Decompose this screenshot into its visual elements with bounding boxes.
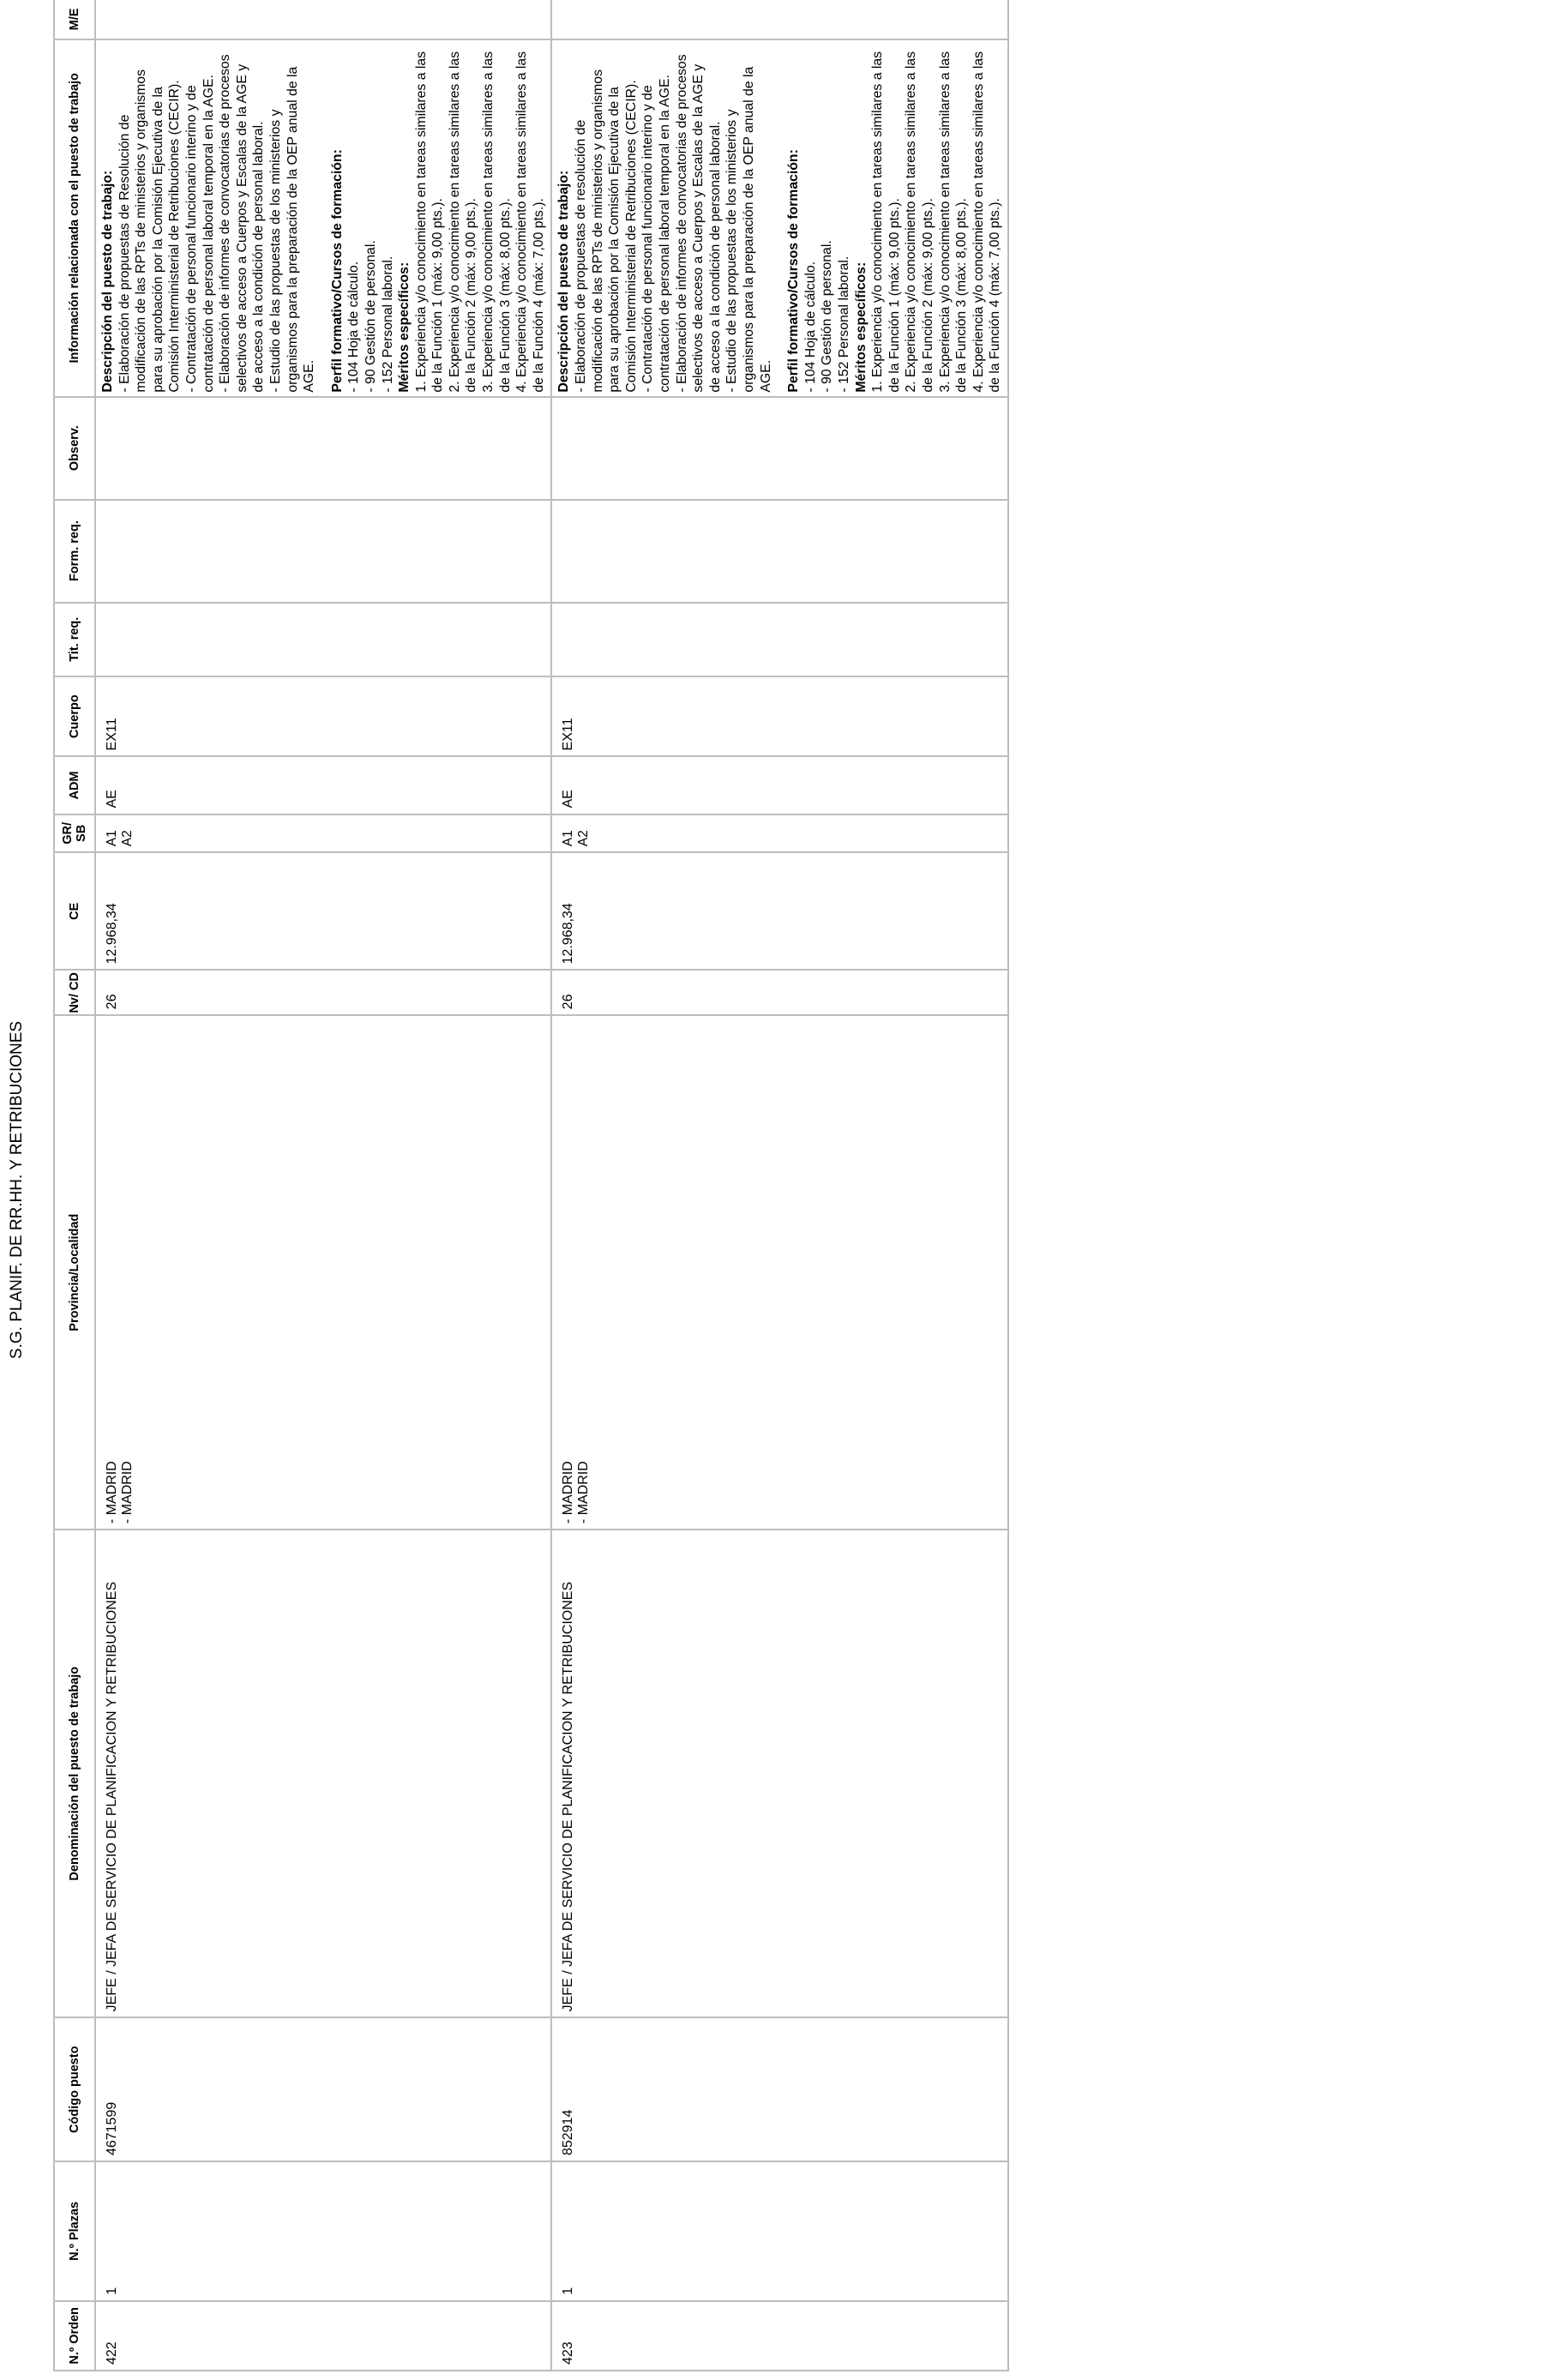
merito-item: 1. Experiencia y/o conocimiento en tareas similares a las de la Función 1 (máx: 9,00 pts.). xyxy=(870,51,902,393)
desc-title: Descripción del puesto de trabajo: xyxy=(100,170,115,393)
cuerpo-cell: EX11 xyxy=(105,718,119,751)
header-form-req: Form. req. xyxy=(54,500,95,603)
curso-item: - 90 Gestión de personal. xyxy=(820,240,835,393)
codigo-cell: 852914 xyxy=(561,2109,576,2156)
ce-cell: 12.968,34 xyxy=(561,903,576,965)
info-cell xyxy=(552,40,1007,396)
header-observ: Observ. xyxy=(54,397,95,500)
meritos-title: Méritos específicos: xyxy=(853,261,869,393)
desc-item: - Estudio de las propuestas de los ministerios y organismos para la preparación de la OEP anual de la AGE. xyxy=(724,66,773,393)
desc-item: - Elaboración de propuestas de resolución de modificación de las RPTs de ministerios y organismos para su aprobación por la Comisión Ejecutiva de la Comisión Interministerial de Retribuciones (CECIR). xyxy=(574,69,639,393)
desc-item: - Elaboración de informes de convocatorias de procesos selectivos de acceso a Cuerpos y Escalas de la AGE y de acceso a la condición de personal laboral. xyxy=(674,54,723,393)
group-a2: A2 xyxy=(119,830,135,847)
merito-item: 4. Experiencia y/o conocimiento en tareas similares a las de la Función 4 (máx: 7,00 pts.). xyxy=(514,51,546,393)
merito-item: 3. Experiencia y/o conocimiento en tareas similares a las de la Función 3 (máx: 8,00 pts.). xyxy=(481,51,513,393)
curso-item: - 152 Personal laboral. xyxy=(380,255,395,393)
header-gr-sb: GR/ SB xyxy=(54,814,95,853)
desc-item: - Elaboración de propuestas de Resolución de modificación de las RPTs de ministerios y organismos para su aprobación por la Comisión Ejecutiva de la Comisión Interministerial de Retribuciones (CECIR). xyxy=(117,69,183,393)
codigo-cell: 4671599 xyxy=(105,2101,119,2156)
desc-item: - Elaboración de informes de convocatorias de procesos selectivos de acceso a Cuerpos y Escalas de la AGE y de acceso a la condición de personal laboral. xyxy=(218,54,267,393)
merito-item: 2. Experiencia y/o conocimiento en tareas similares a las de la Función 2 (máx: 9,00 pts.). xyxy=(447,51,479,393)
group-a2: A2 xyxy=(575,830,591,847)
me-cell xyxy=(96,0,108,39)
merito-item: 2. Experiencia y/o conocimiento en tareas similares a las de la Función 2 (máx: 9,00 pts.). xyxy=(904,51,935,393)
group-a1: A1 xyxy=(561,830,576,847)
positions-table xyxy=(53,0,1009,2371)
orden-cell: 422 xyxy=(105,2341,119,2365)
header-codigo: Código puesto xyxy=(54,2017,95,2161)
meritos-title: Méritos específicos: xyxy=(397,261,412,393)
desc-item: - Estudio de las propuestas de los ministerios y organismos para la preparación de la OEP anual de la AGE. xyxy=(268,66,317,393)
desc-item: - Contratación de personal funcionario interino y de contratación de personal laboral temporal en la AGE. xyxy=(640,75,672,393)
tit-req-cell xyxy=(96,604,108,676)
denominacion-cell: JEFE / JEFA DE SERVICIO DE PLANIFICACION Y RETRIBUCIONES xyxy=(561,1581,576,2012)
header-row xyxy=(54,0,95,2371)
header-nv-cd: Nv/ CD xyxy=(54,970,95,1015)
gr-sb-cell xyxy=(96,815,138,852)
localidad-line: - MADRID xyxy=(119,1461,135,1524)
me-cell xyxy=(552,0,564,39)
curso-item: - 104 Hoja de cálculo. xyxy=(346,261,362,393)
form-req-cell xyxy=(96,501,108,602)
nivel-cell: 26 xyxy=(561,994,576,1010)
curso-item: - 90 Gestión de personal. xyxy=(363,240,378,393)
curso-item: - 104 Hoja de cálculo. xyxy=(803,261,818,393)
observ-cell xyxy=(96,398,108,499)
header-adm: ADM xyxy=(54,756,95,814)
perfil-title: Perfil formativo/Cursos de formación: xyxy=(786,149,802,393)
header-info: Información relacionada con el puesto de trabajo xyxy=(54,39,95,397)
merito-item: 4. Experiencia y/o conocimiento en tareas similares a las de la Función 4 (máx: 7,00 pts.). xyxy=(971,51,1003,393)
merito-item: 3. Experiencia y/o conocimiento en tareas similares a las de la Función 3 (máx: 8,00 pts.). xyxy=(937,51,970,393)
merito-item: 1. Experiencia y/o conocimiento en tareas similares a las de la Función 1 (máx: 9,00 pts.). xyxy=(413,51,446,393)
table-row xyxy=(95,0,551,2371)
provincia-line: - MADRID xyxy=(561,1461,576,1524)
provincia-cell xyxy=(552,1016,594,1529)
denominacion-cell: JEFE / JEFA DE SERVICIO DE PLANIFICACION Y RETRIBUCIONES xyxy=(105,1581,119,2012)
observ-cell xyxy=(552,398,564,499)
header-provincia: Provincia/Localidad xyxy=(54,1015,95,1530)
form-req-cell xyxy=(552,501,564,602)
header-orden: N.º Orden xyxy=(54,2301,95,2371)
localidad-line: - MADRID xyxy=(575,1461,591,1524)
header-ce: CE xyxy=(54,852,95,970)
desc-item: - Contratación de personal funcionario interino y de contratación de personal laboral temporal en la AGE. xyxy=(183,75,216,393)
plazas-cell: 1 xyxy=(105,2287,119,2295)
adm-cell: AE xyxy=(105,790,119,808)
header-cuerpo: Cuerpo xyxy=(54,676,95,757)
header-plazas: N.º Plazas xyxy=(54,2161,95,2301)
header-tit-req: Tit. req. xyxy=(54,603,95,676)
desc-title: Descripción del puesto de trabajo: xyxy=(556,170,572,393)
gr-sb-cell xyxy=(552,815,594,852)
provincia-line: - MADRID xyxy=(105,1461,119,1524)
group-a1: A1 xyxy=(105,830,119,847)
curso-item: - 152 Personal laboral. xyxy=(836,255,851,393)
cuerpo-cell: EX11 xyxy=(561,718,576,751)
ce-cell: 12.968,34 xyxy=(105,903,119,965)
tit-req-cell xyxy=(552,604,564,676)
provincia-cell xyxy=(96,1016,138,1529)
header-me: M/E xyxy=(54,0,95,39)
header-denominacion: Denominación del puesto de trabajo xyxy=(54,1530,95,2017)
nivel-cell: 26 xyxy=(105,994,119,1010)
perfil-title: Perfil formativo/Cursos de formación: xyxy=(329,149,345,393)
section-title: S.G. PLANIF. DE RR.HH. Y RETRIBUCIONES xyxy=(8,1020,26,1360)
orden-cell: 423 xyxy=(561,2341,576,2365)
info-cell xyxy=(96,40,550,396)
plazas-cell: 1 xyxy=(561,2287,576,2295)
table-row xyxy=(551,0,1007,2371)
adm-cell: AE xyxy=(561,790,576,808)
